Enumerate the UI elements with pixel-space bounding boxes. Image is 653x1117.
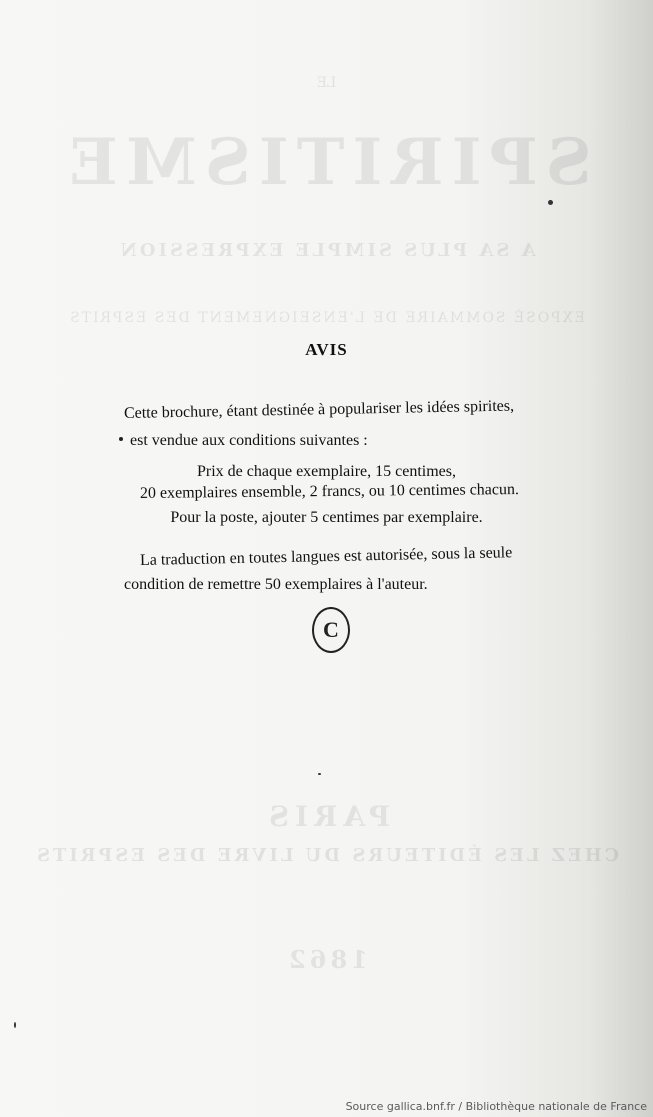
source-credit: Source gallica.bnf.fr / Bibliothèque nationale de France [345, 1100, 647, 1113]
notice-line: est vendue aux conditions suivantes : [130, 432, 368, 449]
ink-speck [318, 773, 321, 775]
show-through-text: SPIRITISME [61, 125, 592, 200]
show-through-text: LE [316, 75, 337, 91]
stamp-letter: C [323, 617, 339, 642]
translation-line: condition de remettre 50 exemplaires à l'auteur. [124, 576, 428, 593]
notice-line: Cette brochure, étant destinée à populariser les idées spirites, [123, 397, 515, 422]
price-line: 20 exemplaires ensemble, 2 francs, ou 10 centimes chacun. [139, 481, 520, 502]
ink-dot [119, 437, 123, 441]
library-stamp [312, 607, 350, 653]
show-through-text: CHEZ LES ÉDITEURS DU LIVRE DES ESPRITS [33, 845, 620, 866]
show-through-text: A SA PLUS SIMPLE EXPRESSION [117, 240, 536, 261]
ink-speck [14, 1022, 16, 1028]
translation-line: La traduction en toutes langues est autorisée, sous la seule [139, 544, 513, 569]
ink-speck [548, 200, 553, 205]
notice-title: AVIS [305, 340, 348, 359]
show-through-text: PARIS [262, 800, 391, 833]
show-through-text: EXPOSÉ SOMMAIRE DE L'ENSEIGNEMENT DES ESPRITS [68, 310, 585, 326]
price-line: Prix de chaque exemplaire, 15 centimes, [196, 463, 456, 480]
postage-line: Pour la poste, ajouter 5 centimes par exemplaire. [170, 509, 483, 526]
show-through-text: 1862 [285, 945, 368, 974]
